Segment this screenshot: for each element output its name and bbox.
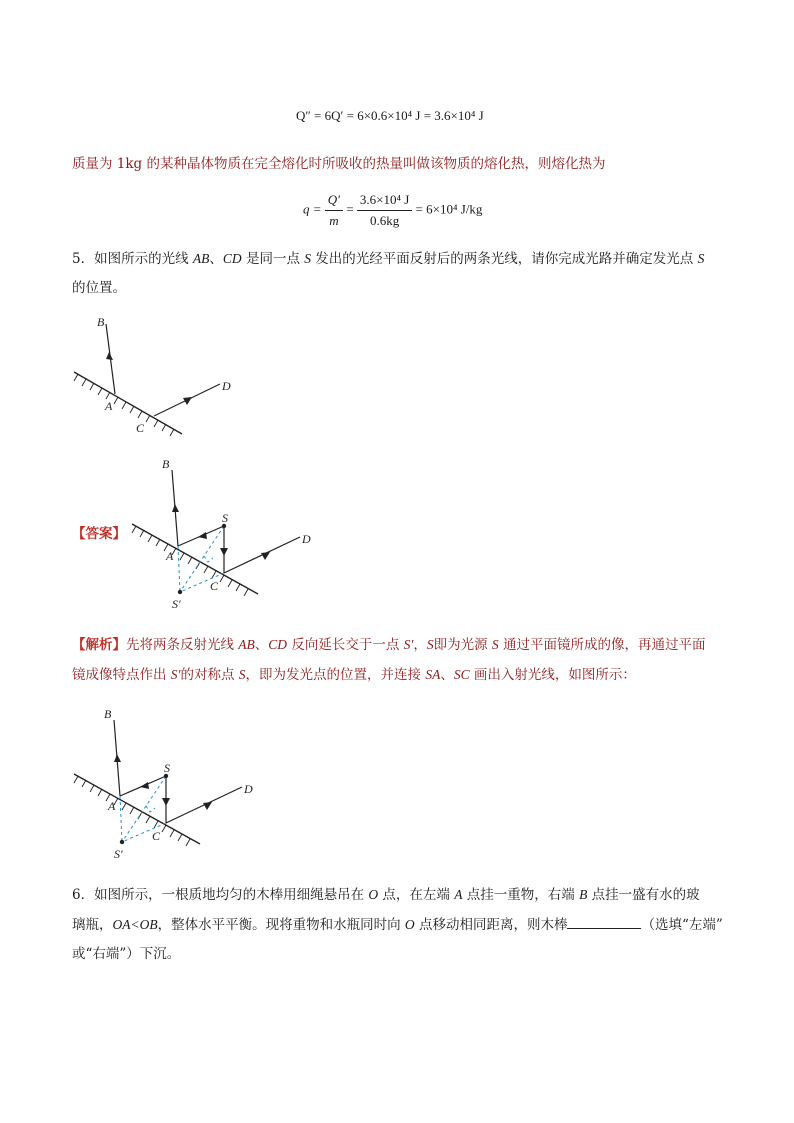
label-b: B: [162, 457, 170, 471]
label-d: D: [244, 782, 253, 796]
answer-blank[interactable]: [567, 914, 641, 929]
label-s-prime: S′: [114, 847, 123, 861]
fraction-values: [357, 192, 412, 229]
ray-cd: [224, 537, 300, 573]
label-d: D: [302, 532, 311, 546]
analysis-line-2: [72, 660, 732, 690]
analysis-sa: SA: [425, 667, 441, 682]
analysis-diagram: [70, 702, 270, 862]
q6-text: 6．如图所示，一根质地均匀的木棒用细绳悬吊在: [72, 887, 369, 903]
analysis-label: 【解析】: [72, 637, 126, 653]
label-s: S: [164, 761, 170, 775]
frac-num-value: 3.6×10⁴ J: [357, 192, 412, 211]
arrow-sa: [198, 532, 207, 539]
label-s: S: [222, 511, 228, 525]
question-5-diagram: [70, 312, 240, 442]
mirror-hatching: [74, 374, 174, 436]
q5-text: 是同一点: [241, 251, 305, 267]
analysis-section: [72, 630, 732, 690]
q5-s: S: [697, 251, 705, 266]
point-s-prime: [120, 840, 124, 844]
q5-s: S: [304, 251, 311, 266]
frac-num: Q′: [327, 192, 341, 207]
label-b: B: [97, 315, 105, 329]
q6-text: 点挂一盛有水的玻: [587, 887, 700, 903]
analysis-s: S: [491, 637, 499, 652]
analysis-cd: CD: [268, 637, 288, 652]
label-a: A: [166, 549, 174, 563]
q6-a: A: [454, 887, 463, 902]
equation-heat-total: [296, 108, 484, 124]
analysis-text: ，: [413, 637, 427, 653]
mirror-hatching: [132, 526, 248, 596]
arrow-sc: [220, 548, 228, 556]
analysis-sep: 、: [254, 637, 269, 653]
label-s-prime: S′: [172, 597, 181, 611]
eq-lhs: q =: [303, 201, 322, 217]
frac-den-value: 0.6kg: [369, 213, 400, 228]
q5-sep: 、: [209, 251, 223, 267]
analysis-text: 镜成像特点作出: [72, 667, 171, 683]
eq-equals: =: [346, 201, 354, 217]
analysis-sc: SC: [453, 667, 470, 682]
q6-text: 点移动相同距离，则木棒: [414, 917, 568, 933]
arrow-cd: [261, 552, 270, 560]
analysis-sep: 、: [440, 667, 454, 683]
arrow-sa: [140, 782, 149, 789]
analysis-text: 通过平面镜所成的像，再通过平面: [498, 637, 706, 653]
q6-text: 璃瓶，: [72, 917, 113, 933]
label-c: C: [210, 579, 219, 593]
q5-text: 5．如图所示的光线: [72, 251, 193, 267]
question-5-line-1: [72, 244, 732, 274]
answer-label: 【答案】: [72, 526, 126, 542]
question-6-line-3: 或“右端”）下沉。: [72, 946, 181, 962]
label-d: D: [222, 379, 231, 393]
mirror-line: [132, 524, 258, 594]
analysis-text: ，即为发光点的位置，并连接: [245, 667, 426, 683]
mirror-hatching: [74, 776, 190, 846]
fraction-q-over-m: [325, 192, 343, 229]
label-a: A: [105, 399, 113, 413]
analysis-ab: AB: [238, 637, 255, 652]
q6-o: O: [404, 917, 415, 932]
question-6-line-1: [72, 880, 732, 910]
arrow-sc: [162, 798, 170, 806]
analysis-s: S: [238, 667, 246, 682]
q5-cd: CD: [222, 251, 242, 266]
equation-text: Q″ = 6Q′ = 6×0.6×10⁴ J = 3.6×10⁴ J: [296, 108, 484, 123]
q6-text: 点挂一重物，右端: [462, 887, 580, 903]
arrow-ab: [106, 352, 113, 360]
equation-heat-of-fusion: [303, 192, 482, 229]
mirror-line: [74, 774, 200, 844]
question-6-line-2: [72, 910, 732, 940]
analysis-s: S: [426, 637, 434, 652]
label-c: C: [152, 829, 161, 843]
arrow-cd: [203, 802, 212, 810]
analysis-s-prime: S′: [403, 637, 414, 652]
label-c: C: [136, 421, 145, 435]
analysis-text: 画出入射光线，如图所示：: [469, 667, 636, 683]
label-b: B: [104, 707, 112, 721]
answer-diagram: [128, 452, 328, 612]
red-explanation-line: [72, 150, 606, 179]
q5-text: 发出的光经平面反射后的两条光线，请你完成光路并确定发光点: [311, 251, 698, 267]
analysis-text: 反向延长交于一点: [287, 637, 404, 653]
ray-cd: [166, 787, 242, 823]
arrow-ab: [114, 754, 121, 762]
q5-ab: AB: [192, 251, 210, 266]
analysis-line-1: [72, 630, 732, 660]
q6-text: 点，在左端: [378, 887, 455, 903]
analysis-text: 的对称点: [180, 667, 239, 683]
q6-b: B: [579, 887, 588, 902]
point-s-prime: [178, 590, 182, 594]
q6-text: （选填“左端”: [641, 917, 723, 933]
analysis-text: 先将两条反射光线: [126, 637, 239, 653]
q6-text: ，整体水平平衡。现将重物和水瓶同时向: [157, 917, 405, 933]
analysis-text: 即为光源: [433, 637, 492, 653]
question-5: [72, 244, 732, 303]
arrow-ab: [172, 504, 179, 512]
red-explanation-text: 质量为 1kg 的某种晶体物质在完全熔化时所吸收的热量叫做该物质的熔化热，则熔化热为: [72, 156, 606, 172]
question-5-line-2: 的位置。: [72, 280, 126, 296]
analysis-s-prime: S′: [170, 667, 181, 682]
frac-den: m: [329, 213, 339, 228]
q6-oa-ob: OA<OB: [112, 917, 158, 932]
label-a: A: [108, 799, 116, 813]
question-6: [72, 880, 732, 969]
eq-rhs: = 6×10⁴ J/kg: [415, 201, 483, 217]
q6-o: O: [368, 887, 379, 902]
